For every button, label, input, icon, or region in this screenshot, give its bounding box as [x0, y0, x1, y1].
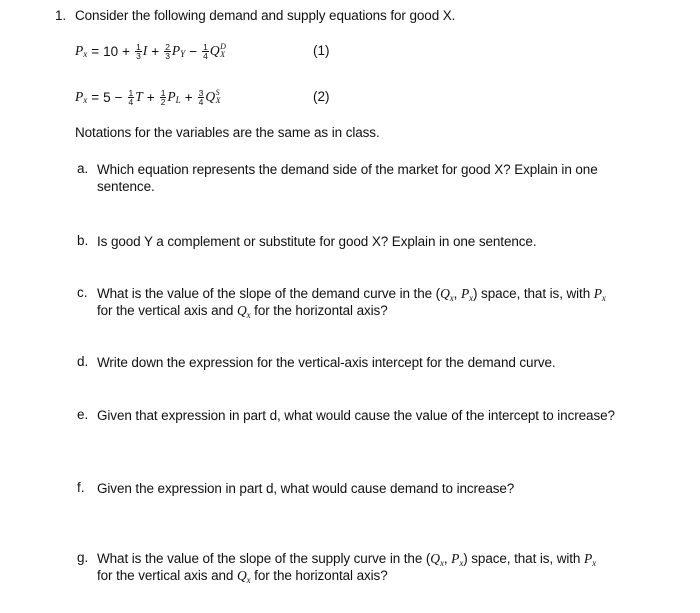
- eq2-var3: Q: [205, 89, 216, 104]
- eq1-lhs-sub: x: [83, 49, 88, 59]
- eq1-var1: I: [142, 43, 148, 58]
- part-d-label: d.: [77, 354, 89, 369]
- eq1-op3: −: [189, 43, 198, 59]
- part-c-line2-pre: for the vertical axis and: [97, 303, 237, 318]
- part-c-comma: ,: [453, 286, 461, 301]
- eq2-equals: =: [91, 89, 100, 105]
- eq1-var3-sup: D: [220, 42, 226, 51]
- part-c-q: Q: [440, 286, 450, 301]
- part-g-comma: ,: [443, 551, 452, 566]
- eq1-frac2-num: 2: [165, 41, 170, 52]
- part-c-p-sub: x: [469, 293, 473, 303]
- eq1-frac1-den: 3: [136, 50, 141, 61]
- eq2-frac3: [198, 89, 205, 106]
- eq1-var3-sub: X: [220, 50, 225, 59]
- eq2-frac1: [128, 89, 135, 106]
- part-e-line1: Given that expression in part d, what would cause the value of the intercept to increase?: [97, 408, 615, 423]
- part-g-p-sub: x: [459, 558, 464, 568]
- eq2-op2: +: [146, 89, 155, 105]
- part-g-q-sub: x: [439, 558, 444, 568]
- part-c-line2: [97, 302, 388, 321]
- eq2-var3-sup: S: [215, 88, 220, 97]
- eq1-op2: +: [151, 43, 160, 59]
- part-c-line2-post: for the horizontal axis?: [250, 303, 388, 318]
- part-g-line2-post: for the horizontal axis?: [250, 568, 388, 583]
- eq1-var3: Q: [209, 43, 220, 58]
- part-f-label: f.: [77, 480, 85, 495]
- part-d-line1: Write down the expression for the vertical-axis intercept for the demand curve.: [97, 355, 556, 370]
- part-a-line1: Which equation represents the demand side of the market for good X? Explain in one: [97, 162, 598, 177]
- part-c-post: ) space, that is, with: [473, 286, 594, 301]
- part-c-p2-sub: x: [601, 293, 606, 303]
- part-g-p2-sub: x: [592, 558, 597, 568]
- part-c-q2: Q: [236, 303, 247, 318]
- eq2-frac1-num: 1: [128, 87, 134, 98]
- part-g-post: ) space, that is, with: [463, 551, 584, 566]
- part-c-q2-sub: x: [246, 310, 251, 320]
- eq2-frac2: [160, 89, 167, 106]
- eq1-var2: P: [171, 43, 181, 58]
- eq2-var3-supsub: [216, 89, 221, 105]
- eq1-frac1-num: 1: [136, 41, 141, 52]
- eq2-var1: T: [135, 89, 143, 104]
- eq1-lhs: P: [75, 43, 84, 58]
- part-f-line1: Given the expression in part d, what would cause demand to increase?: [97, 481, 515, 496]
- part-c-q-sub: x: [449, 293, 454, 303]
- eq2-frac2-den: 2: [160, 96, 166, 107]
- part-g-q: Q: [430, 551, 440, 566]
- part-c-p: P: [460, 286, 470, 301]
- eq1-frac1: [135, 43, 142, 60]
- eq1-frac3-den: 4: [203, 50, 208, 61]
- part-g-line2: [97, 567, 388, 586]
- eq1-term1: 10: [103, 43, 119, 59]
- eq1-var3-supsub: [220, 43, 226, 59]
- part-c-pre: What is the value of the slope of the demand curve in the (: [97, 286, 441, 301]
- eq1-var2-sub: Y: [180, 49, 186, 59]
- part-a-label: a.: [77, 161, 89, 176]
- equation-2-label: (2): [313, 89, 330, 104]
- question-number: 1.: [55, 8, 67, 23]
- part-g-q2-sub: x: [246, 575, 251, 585]
- part-b-line1: Is good Y a complement or substitute for good X? Explain in one sentence.: [97, 234, 537, 249]
- eq1-equals: =: [91, 43, 100, 59]
- eq1-op1: +: [122, 43, 131, 59]
- eq1-frac3: [202, 43, 209, 60]
- question-intro: Consider the following demand and supply equations for good X.: [75, 8, 456, 23]
- part-g-q2: Q: [236, 568, 247, 583]
- part-g-p2: P: [583, 551, 593, 566]
- part-b-label: b.: [77, 233, 89, 248]
- equation-2: [75, 86, 220, 108]
- eq2-frac1-den: 4: [128, 96, 134, 107]
- part-g-line2-pre: for the vertical axis and: [97, 568, 237, 583]
- eq2-op1: −: [114, 89, 123, 105]
- eq2-frac3-den: 4: [198, 96, 204, 107]
- part-c-label: c.: [77, 285, 88, 300]
- eq1-frac2-den: 3: [165, 50, 170, 61]
- equation-1: [75, 40, 226, 62]
- part-e-label: e.: [77, 407, 89, 422]
- eq1-frac3-num: 1: [203, 41, 208, 52]
- eq2-var2-sub: L: [175, 95, 181, 105]
- notation-note: Notations for the variables are the same as in class.: [75, 125, 380, 140]
- part-c-p2: P: [593, 286, 602, 301]
- part-a-line2: sentence.: [97, 179, 155, 194]
- part-g-pre: What is the value of the slope of the supply curve in the (: [97, 551, 431, 566]
- eq2-frac3-num: 3: [198, 87, 204, 98]
- part-g-label: g.: [77, 550, 89, 565]
- part-g-p: P: [451, 551, 460, 566]
- eq2-lhs-sub: x: [83, 95, 88, 105]
- eq2-var2: P: [167, 89, 176, 104]
- eq2-term1: 5: [103, 89, 111, 105]
- eq2-frac2-num: 1: [160, 87, 166, 98]
- eq2-lhs: P: [75, 89, 84, 104]
- eq2-op3: +: [184, 89, 193, 105]
- eq1-frac2: [164, 43, 171, 60]
- eq2-var3-sub: X: [215, 96, 221, 105]
- equation-1-label: (1): [313, 43, 330, 58]
